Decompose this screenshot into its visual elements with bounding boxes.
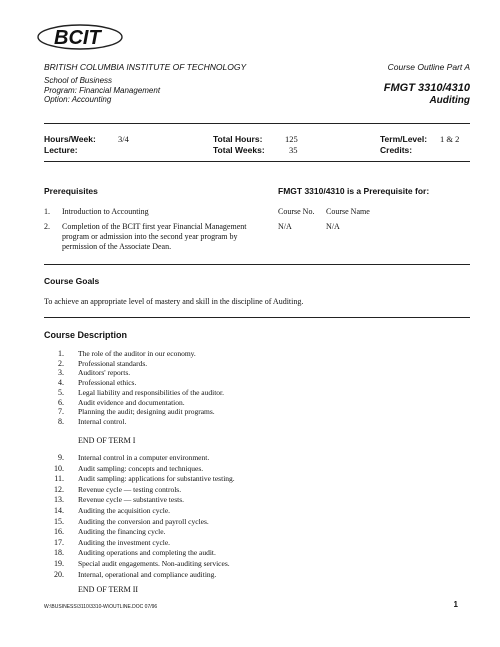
description-item-number: 1. — [58, 349, 64, 358]
description-item-number: 8. — [58, 416, 64, 426]
description-item-number: 20. — [54, 569, 64, 579]
description-item-text: The role of the auditor in our economy. — [78, 349, 196, 358]
description-item-number: 17. — [54, 537, 64, 547]
lecture-label: Lecture: — [44, 145, 78, 155]
description-item-text: Auditing the investment cycle. — [78, 537, 171, 547]
description-item-text: Revenue cycle — substantive tests. — [78, 495, 185, 505]
end-term-1: END OF TERM I — [78, 436, 136, 445]
description-item-text: Auditing the conversion and payroll cycles. — [78, 516, 209, 526]
goals-text: To achieve an appropriate level of mastery and skill in the discipline of Auditing. — [44, 297, 304, 306]
prereq-item-2-line: permission of the Associate Dean. — [62, 242, 172, 251]
prereq-item-2-num: 2. — [44, 222, 50, 231]
document-type: Course Outline Part A — [387, 62, 470, 72]
info-divider — [44, 161, 470, 162]
total-weeks-label: Total Weeks: — [213, 145, 265, 155]
description-item-number: 18. — [54, 548, 64, 558]
description-item-text: Internal control in a computer environment. — [78, 453, 210, 462]
prereq-for-course-name: N/A — [326, 222, 340, 231]
description-item-text: Auditors' reports. — [78, 368, 131, 378]
prereq-for-course-no: N/A — [278, 222, 292, 231]
credits-label: Credits: — [380, 145, 413, 155]
description-item-text: Special audit engagements. Non-auditing services. — [78, 559, 230, 568]
prereq-item-1-num: 1. — [44, 207, 50, 216]
description-item-text: Audit sampling: applications for substantive testing. — [78, 474, 235, 484]
prereq-item-2-line: program or admission into the second year program by — [62, 232, 238, 241]
description-item-number: 4. — [58, 378, 64, 388]
description-item-text: Audit sampling: concepts and techniques. — [78, 463, 204, 473]
total-hours-label: Total Hours: — [213, 134, 263, 144]
prereq-divider — [44, 264, 470, 265]
description-heading: Course Description — [44, 330, 128, 340]
description-item-text: Professional standards. — [78, 358, 148, 368]
total-hours-value: 125 — [285, 134, 298, 144]
description-item-number: 5. — [58, 387, 64, 397]
description-item-number: 15. — [54, 516, 64, 526]
header-divider — [44, 123, 470, 124]
description-item-number: 6. — [58, 397, 64, 407]
description-item-text: Planning the audit; designing audit programs. — [78, 407, 215, 417]
program-name: Program: Financial Management — [44, 85, 161, 95]
prerequisites-heading: Prerequisites — [44, 186, 98, 196]
term-level-label: Term/Level: — [380, 134, 428, 144]
description-item-text: Audit evidence and documentation. — [78, 397, 185, 407]
description-item-number: 2. — [58, 358, 64, 368]
description-item-text: Internal, operational and compliance auditing. — [78, 569, 217, 579]
description-item-text: Legal liability and responsibilities of the auditor. — [78, 387, 225, 397]
prereq-item-2-line: Completion of the BCIT first year Financial Management — [62, 222, 247, 231]
term-level-value: 1 & 2 — [440, 134, 460, 144]
goals-divider — [44, 317, 470, 318]
logo-text: BCIT — [54, 27, 101, 49]
goals-heading: Course Goals — [44, 276, 100, 286]
school-block — [44, 76, 160, 105]
prereq-for-heading: FMGT 3310/4310 is a Prerequisite for: — [278, 186, 430, 196]
description-item-text: Auditing the financing cycle. — [78, 527, 166, 537]
course-code: FMGT 3310/4310 — [383, 82, 470, 94]
page-number: 1 — [453, 600, 458, 609]
total-weeks-value: 35 — [289, 145, 298, 155]
school-name: School of Business — [44, 76, 113, 85]
description-item-text: Auditing the acquisition cycle. — [78, 506, 171, 515]
description-item-number: 13. — [54, 495, 64, 505]
hours-week-label: Hours/Week: — [44, 134, 96, 144]
col-course-no: Course No. — [278, 207, 315, 216]
institution-name: BRITISH COLUMBIA INSTITUTE OF TECHNOLOGY — [44, 62, 247, 72]
description-item-number: 14. — [54, 506, 64, 515]
description-item-number: 3. — [58, 368, 64, 378]
prereq-item-1-text: Introduction to Accounting — [62, 207, 149, 216]
description-item-text: Professional ethics. — [78, 378, 137, 388]
hours-week-value: 3/4 — [118, 134, 129, 144]
description-item-text: Internal control. — [78, 416, 127, 426]
description-item-text: Revenue cycle — testing controls. — [78, 484, 182, 494]
option-name: Option: Accounting — [44, 95, 112, 104]
description-item-number: 19. — [54, 559, 64, 568]
description-item-number: 10. — [54, 463, 64, 473]
end-term-2: END OF TERM II — [78, 585, 139, 594]
description-item-number: 11. — [54, 474, 64, 484]
prereq-item-2-text — [62, 222, 246, 252]
footer-file-code: W:\BUSINESS\3110\3310-W\OUTLINE.DOC 07/96 — [44, 604, 158, 610]
description-item-number: 7. — [58, 407, 64, 417]
course-name: Auditing — [429, 95, 470, 106]
col-course-name: Course Name — [326, 207, 370, 216]
description-item-number: 16. — [54, 527, 64, 537]
description-item-number: 12. — [54, 484, 64, 494]
description-item-text: Auditing operations and completing the audit. — [78, 548, 216, 558]
description-item-number: 9. — [58, 453, 64, 462]
bcit-logo-mark — [36, 22, 126, 52]
